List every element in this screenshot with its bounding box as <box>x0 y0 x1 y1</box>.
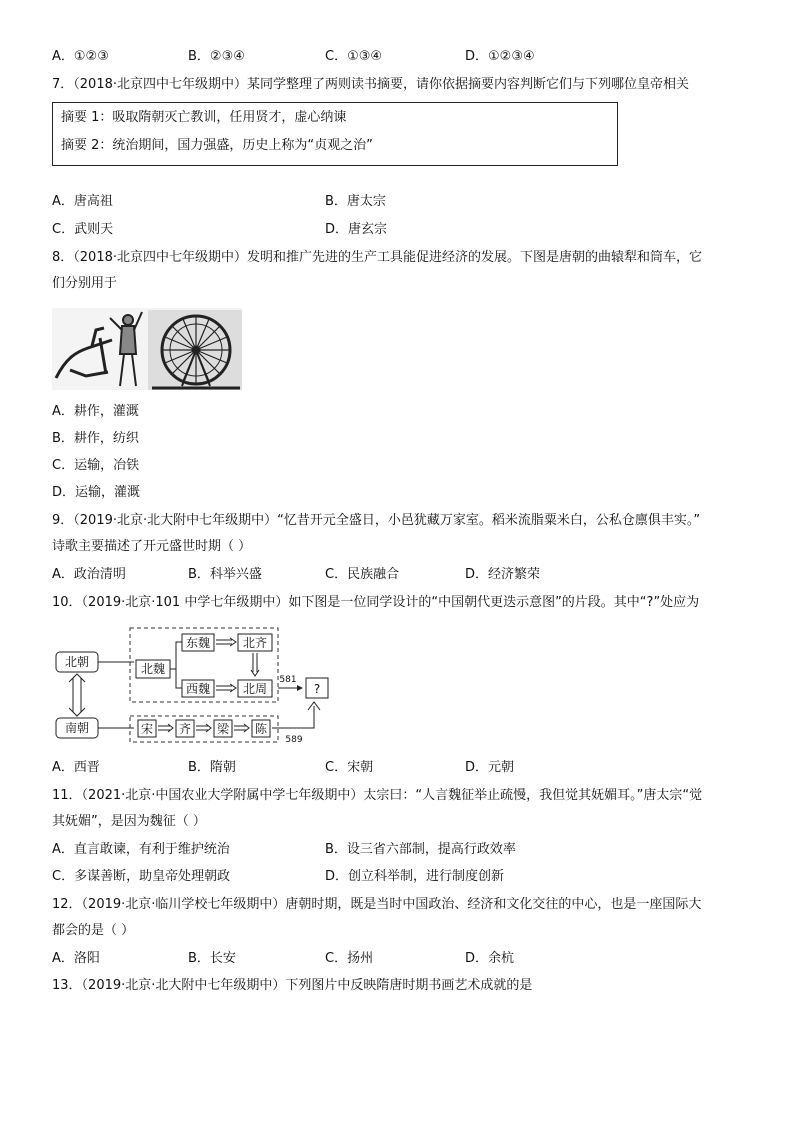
song-label: 宋 <box>140 722 154 736</box>
south-dynasties-node <box>56 718 98 738</box>
q9-option-d: D．经济繁荣 <box>465 567 541 582</box>
q7-option-b: B．唐太宗 <box>325 194 386 209</box>
q10-option-b: B．隋朝 <box>188 760 236 775</box>
q7-stem: 7．（2018·北京四中七年级期中）某同学整理了两则读书摘要，请你依据摘要内容判断它们与下列哪位皇帝相关 <box>52 77 689 92</box>
beiqi-node <box>238 634 272 651</box>
q13-stem: 13．（2019·北京·北大附中七年级期中）下列图片中反映隋唐时期书画艺术成就的是 <box>52 978 533 993</box>
q11-option-c: C．多谋善断，助皇帝处理朝政 <box>52 869 231 884</box>
q9-option-a: A．政治清明 <box>52 567 126 582</box>
q7-option-c: C．武则天 <box>52 222 114 237</box>
qi-node <box>176 720 194 737</box>
q8-option-b: B．耕作，纺织 <box>52 431 139 446</box>
year-581-label: 581 <box>279 675 297 685</box>
q10-option-c: C．宋朝 <box>325 760 374 775</box>
q10-option-a: A．西晋 <box>52 760 100 775</box>
q6-option-c: C．①③④ <box>325 49 383 64</box>
q8-option-c: C．运输，冶铁 <box>52 458 140 473</box>
q12-option-c: C．扬州 <box>325 951 374 966</box>
xiwei-label: 西魏 <box>185 682 211 696</box>
beiwei-node <box>136 660 170 678</box>
q11-option-b: B．设三省六部制，提高行政效率 <box>325 842 516 857</box>
q12-option-a: A．洛阳 <box>52 951 100 966</box>
q10-option-d: D．元朝 <box>465 760 515 775</box>
beizhou-node <box>238 680 272 697</box>
beizhou-label: 北周 <box>242 682 268 696</box>
q12-option-b: B．长安 <box>188 951 236 966</box>
q11-option-d: D．创立科举制，进行制度创新 <box>325 869 505 884</box>
dynasty-succession-diagram <box>52 626 342 748</box>
north-south-arrow <box>69 674 85 716</box>
q12-stem-line1: 12．（2019·北京·临川学校七年级期中）唐朝时期，既是当时中国政治、经济和文化交往的中心，也是一座国际大 <box>52 897 702 912</box>
q7-option-d: D．唐玄宗 <box>325 222 388 237</box>
unknown-dynasty-node <box>306 678 328 698</box>
south-dynasties-label: 南朝 <box>64 721 90 735</box>
curved-plough-icon <box>56 328 112 378</box>
q11-stem-line1: 11．（2021·北京·中国农业大学附属中学七年级期中）太宗曰：“人言魏征举止疏慢，我但觉其妩媚耳。”唐太宗“觉 <box>52 788 703 803</box>
liang-label: 梁 <box>216 722 230 736</box>
north-dynasties-node <box>56 652 98 672</box>
q10-stem: 10．（2019·北京·101 中学七年级期中）如下图是一位同学设计的“中国朝代更迭示意图”的片段。其中“?”处应为 <box>52 595 700 610</box>
q7-option-a: A．唐高祖 <box>52 194 113 209</box>
q8-option-d: D．运输，灌溉 <box>52 485 141 500</box>
north-dynasties-label: 北朝 <box>64 655 90 669</box>
liang-node <box>214 720 232 737</box>
q9-stem-line2: 诗歌主要描述了开元盛世时期（ ） <box>52 539 252 554</box>
q7-excerpt-1: 摘要 1：吸取隋朝灭亡教训，任用贤才，虚心纳谏 <box>61 110 347 125</box>
qi-label: 齐 <box>178 722 192 736</box>
xiwei-node <box>182 680 214 697</box>
q8-stem-line1: 8．（2018·北京四中七年级期中）发明和推广先进的生产工具能促进经济的发展。下图是唐朝的曲辕犁和筒车，它 <box>52 250 702 265</box>
q9-option-c: C．民族融合 <box>325 567 400 582</box>
q8-stem-line2: 们分别用于 <box>52 276 118 291</box>
q6-option-b: B．②③④ <box>188 49 245 64</box>
unknown-dynasty-label: ? <box>313 682 321 696</box>
q6-option-a: A．①②③ <box>52 49 109 64</box>
q12-option-d: D．余杭 <box>465 951 515 966</box>
chen-label: 陈 <box>254 722 268 736</box>
year-589-label: 589 <box>285 735 303 745</box>
beiqi-label: 北齐 <box>242 636 268 650</box>
waterwheel-icon <box>148 310 242 390</box>
q9-option-b: B．科举兴盛 <box>188 567 262 582</box>
q11-stem-line2: 其妩媚”，是因为魏征（ ） <box>52 814 206 829</box>
dongwei-label: 东魏 <box>185 636 211 650</box>
song-node <box>138 720 156 737</box>
q11-option-a: A．直言敢谏，有利于维护统治 <box>52 842 230 857</box>
chen-node <box>252 720 270 737</box>
beiwei-label: 北魏 <box>140 662 166 676</box>
plough-and-waterwheel-image <box>52 308 242 390</box>
q7-excerpt-box <box>52 102 618 166</box>
farmer-icon <box>110 312 142 386</box>
q7-excerpt-2: 摘要 2：统治期间，国力强盛，历史上称为“贞观之治” <box>61 138 373 153</box>
q8-option-a: A．耕作，灌溉 <box>52 404 139 419</box>
q9-stem-line1: 9．（2019·北京·北大附中七年级期中）“忆昔开元全盛日，小邑犹藏万家室。稻米流脂粟米白，公私仓廪俱丰实。” <box>52 513 701 528</box>
dongwei-node <box>182 634 214 651</box>
q6-option-d: D．①②③④ <box>465 49 535 64</box>
q12-stem-line2: 都会的是（ ） <box>52 923 135 938</box>
